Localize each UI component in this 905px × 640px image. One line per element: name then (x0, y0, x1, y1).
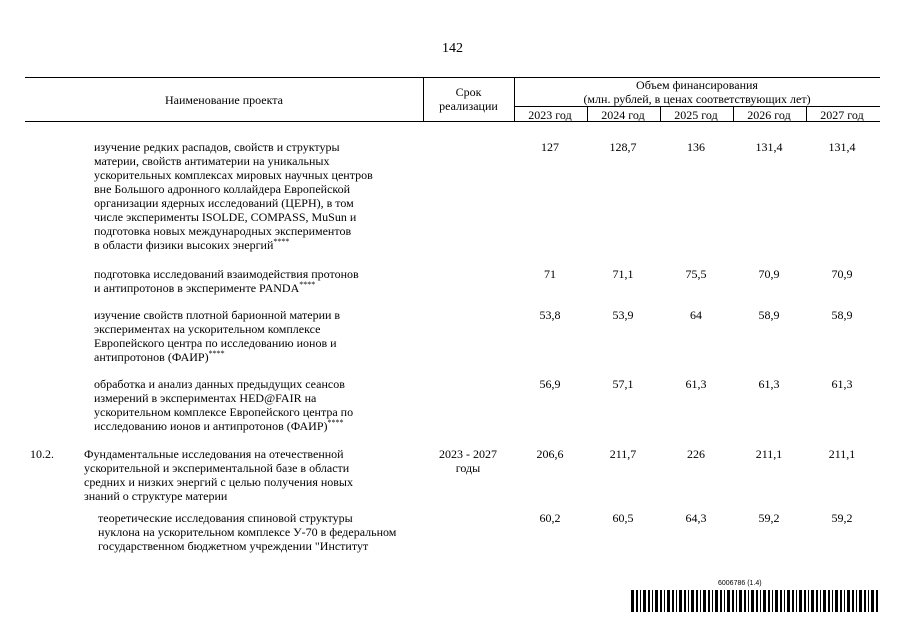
row-period (428, 447, 508, 475)
row-project-line-text: вне Большого адронного коллайдера Европейской (94, 182, 351, 196)
row-project-line-text: ускорительной и экспериментальной базе в области (84, 461, 350, 475)
row-value-2024: 53,9 (612, 308, 634, 322)
row-project-name (84, 447, 353, 503)
header-period (423, 85, 514, 113)
row-project-line (94, 350, 340, 364)
footnote-mark: **** (208, 349, 225, 358)
row-value-2027: 131,4 (828, 140, 856, 154)
row-project-line (84, 461, 353, 475)
row-period-line: 2023 - 2027 (439, 447, 497, 461)
row-project-line-text: экспериментах на ускорительном комплексе (94, 322, 321, 336)
row-project-line-text: ускорительном комплексе Европейского центра по (94, 405, 354, 419)
row-project-line (94, 168, 373, 182)
row-project-name (98, 511, 396, 553)
row-project-line (98, 511, 396, 525)
row-project-line (94, 267, 359, 281)
row-value-2027: 61,3 (831, 377, 853, 391)
row-project-line-text: исследованию ионов и антипротонов (ФАИР) (94, 419, 328, 433)
row-value-2023: 206,6 (536, 447, 564, 461)
row-project-line-text: подготовка исследований взаимодействия протонов (94, 267, 359, 281)
row-project-name (94, 377, 353, 433)
row-project-line (94, 322, 340, 336)
header-year-2025: 2025 год (674, 108, 718, 122)
row-value-2025: 75,5 (685, 267, 707, 281)
row-project-line-text: организации ядерных исследований (ЦЕРН), в том (94, 196, 354, 210)
row-project-line (94, 140, 373, 154)
row-value-2024: 128,7 (609, 140, 637, 154)
row-value-2023: 60,2 (539, 511, 561, 525)
header-year-2026: 2026 год (747, 108, 791, 122)
footnote-mark: **** (273, 237, 290, 246)
row-value-2026: 59,2 (758, 511, 780, 525)
row-project-line (94, 391, 353, 405)
row-project-line-text: и антипротонов в эксперименте PANDA (94, 281, 300, 295)
header-year-2024: 2024 год (601, 108, 645, 122)
row-project-line-text: изучение свойств плотной барионной материи в (94, 308, 341, 322)
page-number: 142 (442, 41, 463, 56)
row-project-line (94, 419, 353, 433)
row-project-line (84, 447, 353, 461)
row-value-2023: 127 (541, 140, 559, 154)
row-project-line (84, 489, 353, 503)
row-value-2026: 58,9 (758, 308, 780, 322)
row-value-2027: 70,9 (831, 267, 853, 281)
row-value-2026: 131,4 (755, 140, 783, 154)
row-project-name (94, 308, 340, 364)
barcode-caption: 6006786 (1.4) (718, 580, 762, 587)
row-project-line-text: материи, свойств антиматерии на уникальных (94, 154, 330, 168)
row-value-2027: 59,2 (831, 511, 853, 525)
row-project-line-text: ускорительных комплексах мировых научных центров (94, 168, 373, 182)
row-project-line-text: нуклона на ускорительном комплексе У-70 в федеральном (98, 525, 397, 539)
row-project-line (84, 475, 353, 489)
row-project-line-text: антипротонов (ФАИР) (94, 350, 209, 364)
row-value-2027: 211,1 (828, 447, 856, 461)
header-year-2023: 2023 год (528, 108, 572, 122)
row-project-line-text: Европейского центра по исследованию ионов и (94, 336, 337, 350)
row-project-line-text: подготовка новых международных экспериментов (94, 224, 352, 238)
row-value-2024: 211,7 (609, 447, 637, 461)
header-project-name: Наименование проекта (164, 93, 284, 107)
row-value-2025: 136 (687, 140, 705, 154)
row-project-line (94, 281, 359, 295)
row-project-line (94, 210, 373, 224)
row-project-line-text: числе эксперименты ISOLDE, COMPASS, MuSun и (94, 210, 357, 224)
row-project-name (94, 267, 359, 295)
row-project-line (94, 377, 353, 391)
header-funding-line2: (млн. рублей, в ценах соответствующих лет) (583, 92, 811, 106)
row-project-line (94, 405, 353, 419)
row-value-2026: 70,9 (758, 267, 780, 281)
row-project-line (94, 224, 373, 238)
row-project-line-text: Фундаментальные исследования на отечественной (84, 447, 344, 461)
row-value-2025: 61,3 (685, 377, 707, 391)
row-value-2024: 71,1 (612, 267, 634, 281)
row-project-line-text: средних и низких энергий с целью получения новых (84, 475, 353, 489)
row-project-line (94, 238, 373, 252)
row-value-2023: 53,8 (539, 308, 561, 322)
row-value-2026: 61,3 (758, 377, 780, 391)
years-top-rule (514, 106, 880, 107)
row-period-line: годы (455, 461, 481, 475)
footnote-mark: **** (327, 418, 344, 427)
row-value-2024: 57,1 (612, 377, 634, 391)
row-project-line (94, 196, 373, 210)
row-value-2025: 64,3 (685, 511, 707, 525)
header-period-line1: Срок (455, 85, 482, 99)
row-value-2025: 64 (690, 308, 702, 322)
row-project-line-text: обработка и анализ данных предыдущих сеансов (94, 377, 345, 391)
row-project-line-text: знаний о структуре материи (84, 489, 228, 503)
row-project-line (98, 539, 396, 553)
row-value-2025: 226 (687, 447, 705, 461)
row-value-2024: 60,5 (612, 511, 634, 525)
row-project-line (94, 154, 373, 168)
row-value-2023: 56,9 (539, 377, 561, 391)
header-funding (514, 78, 880, 106)
row-project-line (94, 336, 340, 350)
row-project-line (98, 525, 396, 539)
row-project-line-text: государственном бюджетном учреждении "Институт (98, 539, 369, 553)
row-code: 10.2. (30, 447, 54, 461)
row-value-2027: 58,9 (831, 308, 853, 322)
header-year-2027: 2027 год (820, 108, 864, 122)
footnote-mark: **** (299, 280, 316, 289)
row-project-line-text: изучение редких распадов, свойств и структуры (94, 140, 340, 154)
header-period-line2: реализации (439, 99, 498, 113)
row-project-line (94, 308, 340, 322)
row-project-line-text: в области физики высоких энергий (94, 238, 274, 252)
row-value-2026: 211,1 (755, 447, 783, 461)
row-project-line (94, 182, 373, 196)
row-project-line-text: теоретические исследования спиновой структуры (98, 511, 353, 525)
barcode (631, 590, 880, 612)
header-funding-line1: Объем финансирования (636, 78, 758, 92)
row-value-2023: 71 (544, 267, 556, 281)
row-project-name (94, 140, 373, 252)
row-project-line-text: измерений в экспериментах HED@FAIR на (94, 391, 317, 405)
